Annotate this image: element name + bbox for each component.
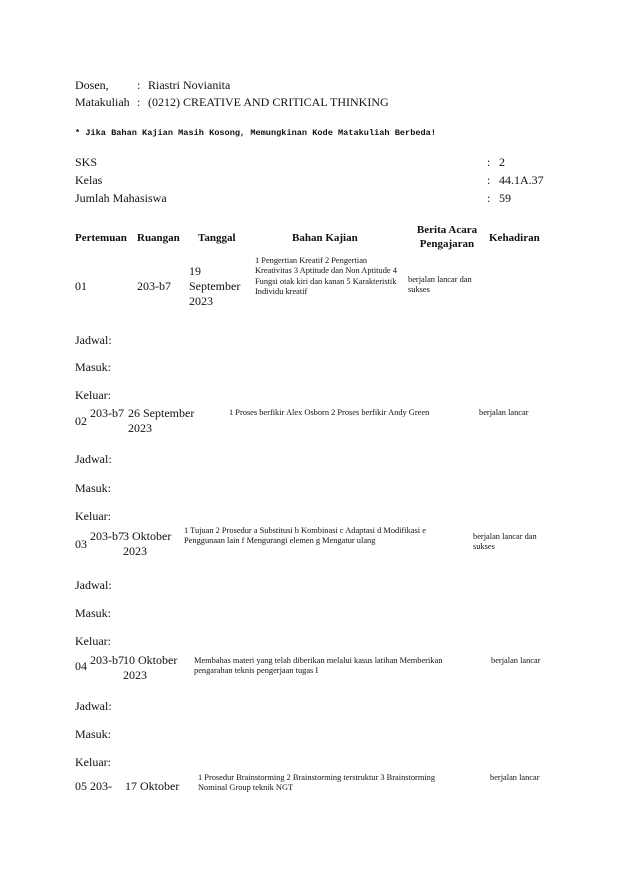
row-material: 1 Pengertian Kreatif 2 Pengertian Kreativitas 3 Aptitude dan Non Aptitude 4 Fungsi otak kiri dan kanan 5 Karakteristik Individu kreatif	[255, 256, 397, 297]
sks-value: 2	[499, 155, 505, 169]
row-date: 3 Oktober 2023	[123, 529, 172, 558]
jadwal-label: Jadwal:	[75, 578, 112, 592]
jumlah-mahasiswa-separator: :	[487, 191, 491, 205]
sks-separator: :	[487, 155, 491, 169]
header-kehadiran: Kehadiran	[489, 232, 540, 244]
row-room: 203-b7	[90, 406, 124, 420]
row-report: berjalan lancar	[479, 408, 529, 417]
masuk-label: Masuk:	[75, 606, 111, 620]
masuk-label: Masuk:	[75, 360, 111, 374]
header-pertemuan: Pertemuan	[75, 232, 127, 244]
masuk-label: Masuk:	[75, 481, 111, 495]
row-material: Membahas materi yang telah diberikan melalui kasus latihan Memberikan pengarahan teknis pengerjaan tugas I	[194, 656, 443, 676]
row-material: 1 Proses berfikir Alex Osborn 2 Proses berfikir Andy Green	[229, 408, 430, 417]
header-tanggal: Tanggal	[198, 232, 236, 244]
row-report: berjalan lancar dan sukses	[473, 532, 537, 552]
keluar-label: Keluar:	[75, 634, 111, 648]
kelas-separator: :	[487, 173, 491, 187]
row-number: 05	[75, 779, 87, 793]
row-date: 19 September 2023	[189, 264, 241, 308]
row-material: 1 Prosedur Brainstorming 2 Brainstorming terstruktur 3 Brainstorming Nominal Group teknik NGT	[198, 773, 436, 793]
row-number: 02	[75, 414, 87, 428]
header-ruangan: Ruangan	[137, 232, 180, 244]
masuk-label: Masuk:	[75, 727, 111, 741]
dosen-label: Dosen,	[75, 78, 109, 92]
row-report: berjalan lancar dan sukses	[408, 275, 472, 295]
row-date: 17 Oktober	[125, 779, 180, 793]
row-room: 203-b7	[137, 279, 171, 293]
row-number: 04	[75, 659, 87, 673]
row-date: 10 Oktober 2023	[123, 653, 178, 682]
kelas-value: 44.1A.37	[499, 173, 544, 187]
row-material: 1 Tujuan 2 Prosedur a Substitusi b Kombinasi c Adaptasi d Modifikasi e Penggunaan lain f Mengurangi elemen g Mengatur ulang	[184, 526, 426, 546]
empty-material-note: * Jika Bahan Kajian Masih Kosong, Memungkinan Kode Matakuliah Berbeda!	[75, 128, 436, 138]
jumlah-mahasiswa-label: Jumlah Mahasiswa	[75, 191, 167, 205]
jadwal-label: Jadwal:	[75, 333, 112, 347]
dosen-separator: :	[137, 78, 141, 92]
header-berita-acara: Berita Acara Pengajaran	[416, 224, 478, 250]
row-number: 01	[75, 279, 87, 293]
matakuliah-value: (0212) CREATIVE AND CRITICAL THINKING	[148, 95, 389, 109]
row-room: 203-b7	[90, 653, 124, 667]
row-room: 203-b7	[90, 529, 124, 543]
row-date: 26 September 2023	[128, 406, 195, 435]
row-report: berjalan lancar	[491, 656, 541, 665]
keluar-label: Keluar:	[75, 509, 111, 523]
row-report: berjalan lancar	[490, 773, 540, 782]
sks-label: SKS	[75, 155, 98, 169]
row-room: 203-	[90, 779, 112, 793]
dosen-value: Riastri Novianita	[148, 78, 231, 92]
header-bahan-kajian: Bahan Kajian	[292, 232, 358, 244]
jadwal-label: Jadwal:	[75, 452, 112, 466]
jumlah-mahasiswa-value: 59	[499, 191, 511, 205]
matakuliah-label: Matakuliah	[75, 95, 130, 109]
row-number: 03	[75, 537, 87, 551]
kelas-label: Kelas	[75, 173, 103, 187]
keluar-label: Keluar:	[75, 388, 111, 402]
matakuliah-separator: :	[137, 95, 141, 109]
jadwal-label: Jadwal:	[75, 699, 112, 713]
keluar-label: Keluar:	[75, 755, 111, 769]
